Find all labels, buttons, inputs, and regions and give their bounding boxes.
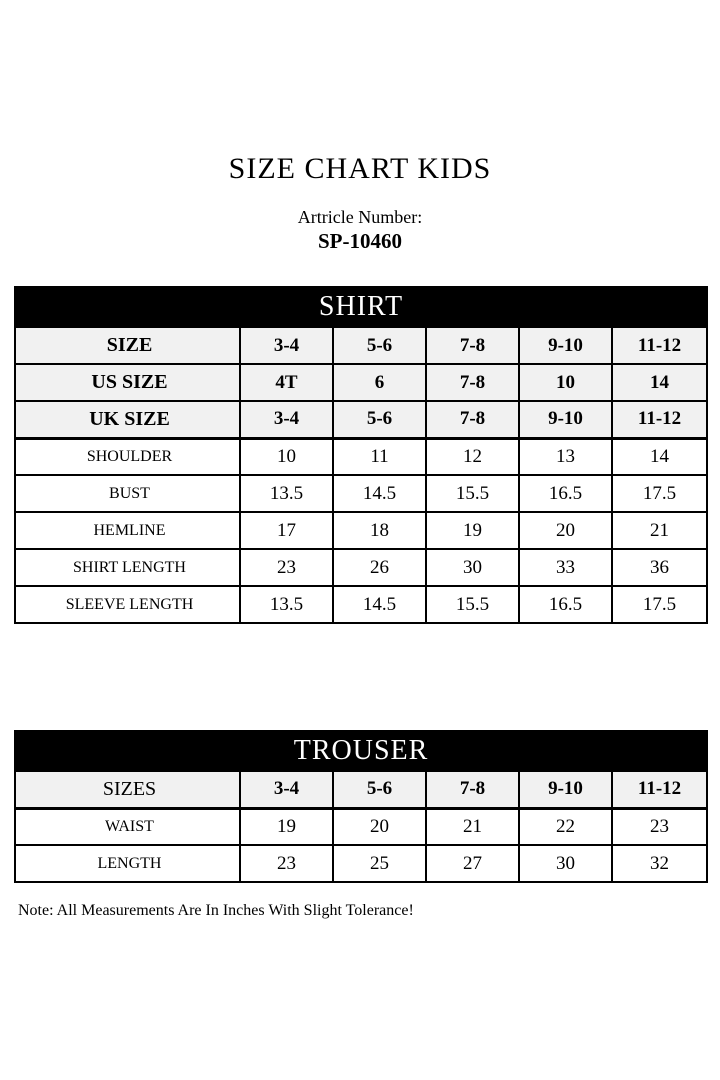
trouser-table-header: TROUSER [15, 731, 707, 771]
row-label: SIZE [15, 327, 240, 364]
trouser-size-table [14, 730, 708, 883]
row-label: LENGTH [15, 845, 240, 882]
table-cell: 33 [519, 549, 612, 586]
row-label: UK SIZE [15, 401, 240, 438]
table-row [15, 364, 707, 401]
table-cell: 11-12 [612, 771, 707, 808]
row-label: SHOULDER [15, 438, 240, 475]
table-cell: 25 [333, 845, 426, 882]
row-label: WAIST [15, 808, 240, 845]
row-label: SIZES [15, 771, 240, 808]
table-cell: 9-10 [519, 401, 612, 438]
table-cell: 16.5 [519, 586, 612, 623]
table-row [15, 808, 707, 845]
table-cell: 20 [519, 512, 612, 549]
table-cell: 16.5 [519, 475, 612, 512]
table-cell: 36 [612, 549, 707, 586]
table-cell: 30 [426, 549, 519, 586]
row-label: SHIRT LENGTH [15, 549, 240, 586]
table-cell: 7-8 [426, 327, 519, 364]
table-row [15, 731, 707, 771]
table-cell: 23 [612, 808, 707, 845]
table-cell: 10 [519, 364, 612, 401]
table-cell: 17.5 [612, 586, 707, 623]
table-cell: 21 [426, 808, 519, 845]
shirt-table-header: SHIRT [15, 287, 707, 327]
article-number-value: SP-10460 [318, 229, 402, 253]
table-cell: 19 [240, 808, 333, 845]
table-cell: 21 [612, 512, 707, 549]
table-cell: 5-6 [333, 401, 426, 438]
table-row [15, 438, 707, 475]
table-cell: 23 [240, 549, 333, 586]
table-cell: 5-6 [333, 771, 426, 808]
table-cell: 20 [333, 808, 426, 845]
table-row [15, 549, 707, 586]
table-row [15, 287, 707, 327]
table-cell: 23 [240, 845, 333, 882]
table-row [15, 512, 707, 549]
table-cell: 6 [333, 364, 426, 401]
table-cell: 18 [333, 512, 426, 549]
table-cell: 17 [240, 512, 333, 549]
table-cell: 11 [333, 438, 426, 475]
table-row [15, 475, 707, 512]
table-cell: 22 [519, 808, 612, 845]
page-title: SIZE CHART KIDS [228, 152, 492, 185]
row-label: US SIZE [15, 364, 240, 401]
table-cell: 7-8 [426, 364, 519, 401]
row-label: SLEEVE LENGTH [15, 586, 240, 623]
table-cell: 9-10 [519, 327, 612, 364]
table-cell: 7-8 [426, 771, 519, 808]
shirt-size-table [14, 286, 708, 624]
table-cell: 15.5 [426, 475, 519, 512]
table-row [15, 586, 707, 623]
table-row [15, 845, 707, 882]
table-cell: 5-6 [333, 327, 426, 364]
table-cell: 14 [612, 438, 707, 475]
table-cell: 13.5 [240, 475, 333, 512]
table-cell: 27 [426, 845, 519, 882]
table-cell: 15.5 [426, 586, 519, 623]
table-cell: 26 [333, 549, 426, 586]
table-cell: 7-8 [426, 401, 519, 438]
table-cell: 13.5 [240, 586, 333, 623]
table-cell: 30 [519, 845, 612, 882]
measurement-note: Note: All Measurements Are In Inches With Slight Tolerance! [18, 902, 414, 919]
table-row [15, 327, 707, 364]
table-cell: 9-10 [519, 771, 612, 808]
row-label: BUST [15, 475, 240, 512]
table-cell: 14.5 [333, 475, 426, 512]
table-cell: 12 [426, 438, 519, 475]
table-cell: 14 [612, 364, 707, 401]
table-cell: 17.5 [612, 475, 707, 512]
table-cell: 11-12 [612, 327, 707, 364]
table-cell: 32 [612, 845, 707, 882]
row-label: HEMLINE [15, 512, 240, 549]
article-number-label: Artricle Number: [297, 207, 423, 227]
table-cell: 11-12 [612, 401, 707, 438]
table-cell: 3-4 [240, 771, 333, 808]
table-row [15, 771, 707, 808]
table-cell: 13 [519, 438, 612, 475]
table-cell: 3-4 [240, 327, 333, 364]
table-cell: 10 [240, 438, 333, 475]
table-cell: 19 [426, 512, 519, 549]
table-cell: 3-4 [240, 401, 333, 438]
table-cell: 4T [240, 364, 333, 401]
table-row [15, 401, 707, 438]
table-cell: 14.5 [333, 586, 426, 623]
